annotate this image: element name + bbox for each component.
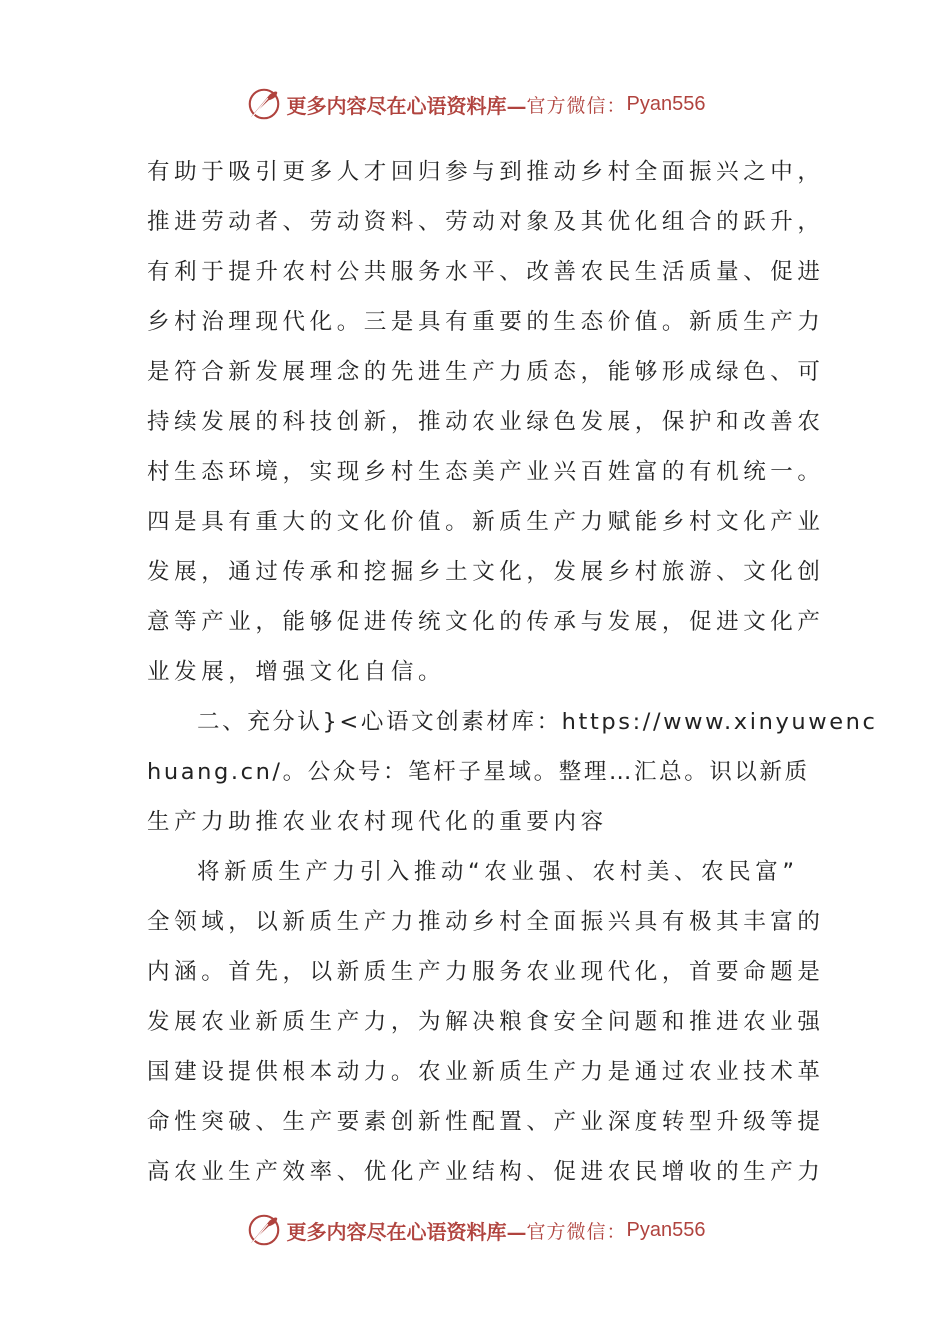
body-line: 意等产业，能够促进传统文化的传承与发展，促进文化产	[147, 609, 825, 635]
header-watermark-banner	[0, 82, 950, 126]
body-line: 高农业生产效率、优化产业结构、促进农民增收的生产力	[147, 1159, 825, 1185]
quill-pen-logo-icon	[245, 1211, 283, 1249]
quill-pen-logo-icon	[245, 85, 283, 123]
section-heading-line: 生产力助推农业农村现代化的重要内容	[147, 809, 608, 835]
body-line: 将新质生产力引入推动“农业强、农村美、农民富”	[197, 859, 799, 885]
body-line: 发展农业新质生产力，为解决粮食安全问题和推进农业强	[147, 1009, 825, 1035]
banner-wechat-id: Pyan556	[626, 1218, 706, 1241]
banner-wechat-id: Pyan556	[626, 92, 706, 115]
banner-official-label: 官方微信：	[526, 94, 627, 117]
body-line: 国建设提供根本动力。农业新质生产力是通过农业技术革	[147, 1059, 825, 1085]
body-line: 是符合新发展理念的先进生产力质态，能够形成绿色、可	[147, 359, 825, 385]
body-line: 有助于吸引更多人才回归参与到推动乡村全面振兴之中，	[147, 159, 825, 185]
section-heading-line: 二、充分认}<心语文创素材库：https://www.xinyuwenc	[197, 709, 878, 735]
body-line: 业发展，增强文化自信。	[147, 659, 446, 685]
footer-watermark-banner	[0, 1208, 950, 1252]
body-line: 乡村治理现代化。三是具有重要的生态价值。新质生产力	[147, 309, 825, 335]
body-line: 全领域，以新质生产力推动乡村全面振兴具有极其丰富的	[147, 909, 825, 935]
banner-brand-text: 更多内容尽在心语资料库—	[286, 93, 527, 118]
body-line: 内涵。首先，以新质生产力服务农业现代化，首要命题是	[147, 959, 825, 985]
body-line: 村生态环境，实现乡村生态美产业兴百姓富的有机统一。	[147, 459, 825, 485]
banner-brand-text: 更多内容尽在心语资料库—	[286, 1219, 527, 1244]
body-line: 发展，通过传承和挖掘乡土文化，发展乡村旅游、文化创	[147, 559, 825, 585]
document-body	[147, 147, 878, 1197]
section-heading-line: huang.cn/。公众号：笔杆子星域。整理…汇总。识以新质	[147, 759, 810, 785]
body-line: 持续发展的科技创新，推动农业绿色发展，保护和改善农	[147, 409, 825, 435]
banner-official-label: 官方微信：	[526, 1220, 627, 1243]
body-line: 有利于提升农村公共服务水平、改善农民生活质量、促进	[147, 259, 825, 285]
body-line: 推进劳动者、劳动资料、劳动对象及其优化组合的跃升，	[147, 209, 825, 235]
body-line: 命性突破、生产要素创新性配置、产业深度转型升级等提	[147, 1109, 825, 1135]
body-line: 四是具有重大的文化价值。新质生产力赋能乡村文化产业	[147, 509, 825, 535]
